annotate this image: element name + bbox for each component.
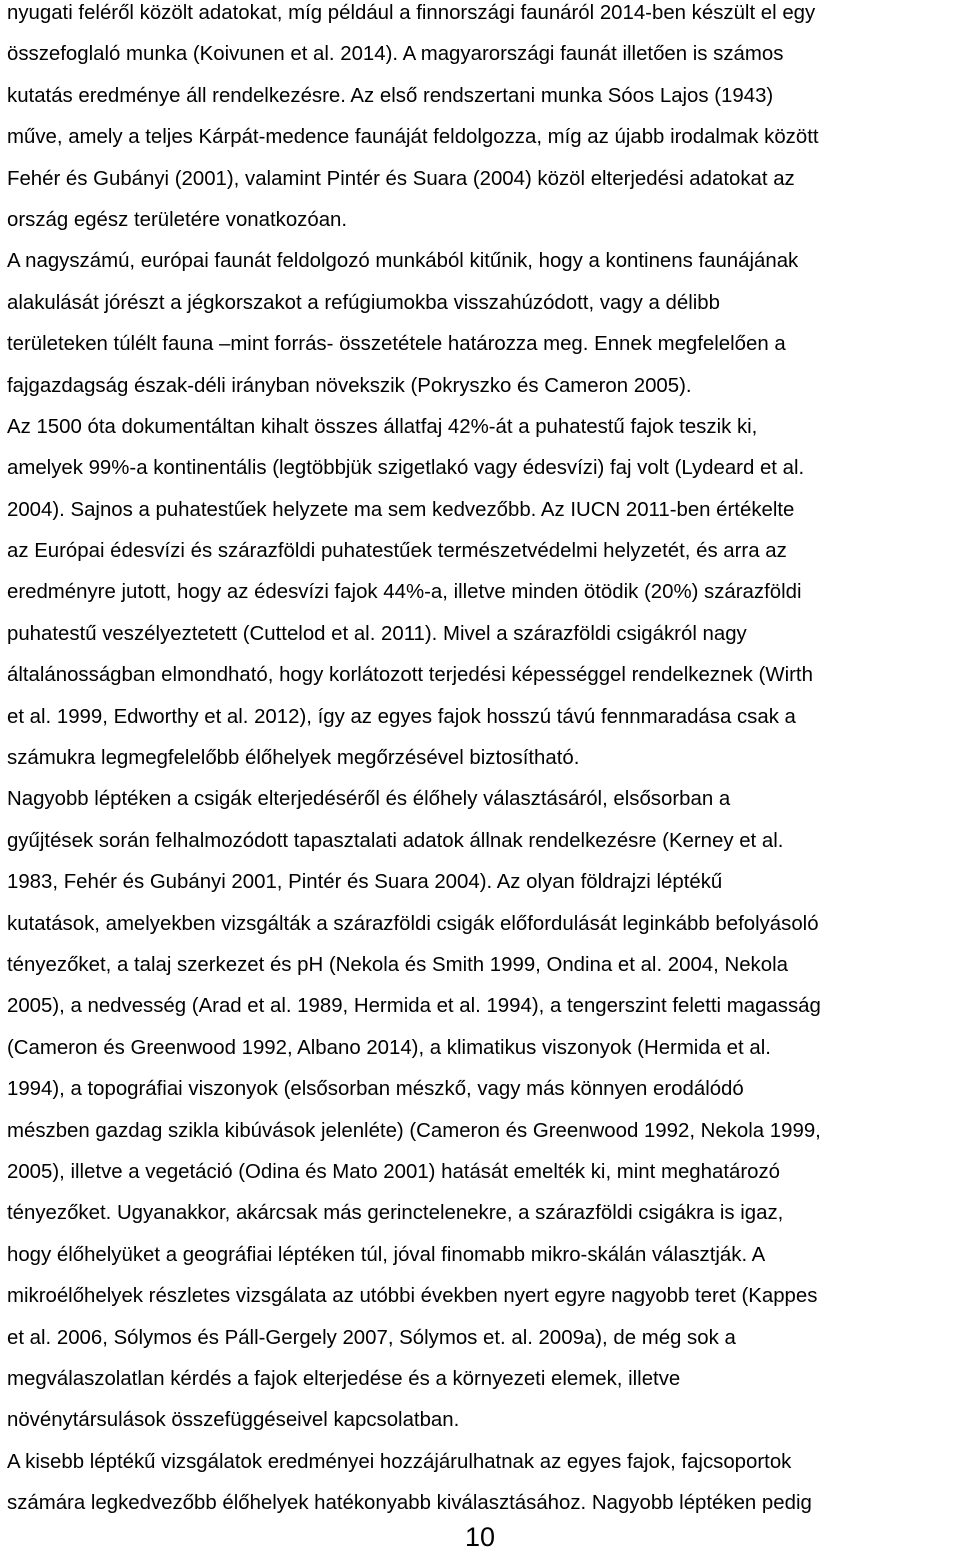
text-line: nyugati feléről közölt adatokat, míg például a finnországi faunáról 2014-ben készült el egy (7, 2, 816, 24)
text-line: hogy élőhelyüket a geográfiai léptéken túl, jóval finomabb mikro-skálán választják. A (7, 1243, 766, 1266)
text-line: (Cameron és Greenwood 1992, Albano 2014), a klimatikus viszonyok (Hermida et al. (7, 1036, 771, 1059)
text-line: területeken túlélt fauna ‒mint forrás- összetétele határozza meg. Ennek megfelelően a (7, 333, 786, 356)
text-line: megválaszolatlan kérdés a fajok elterjedése és a környezeti elemek, illetve (7, 1367, 681, 1390)
text-line: A nagyszámú, európai faunát feldolgozó munkából kitűnik, hogy a kontinens faunájának (7, 250, 799, 273)
text-line: 1983, Fehér és Gubányi 2001, Pintér és Suara 2004). Az olyan földrajzi léptékű (7, 871, 723, 894)
text-line: alakulását jórészt a jégkorszakot a refúgiumokba visszahúzódott, vagy a délibb (7, 291, 720, 314)
text-line: 2005), illetve a vegetáció (Odina és Mato 2001) hatását emelték ki, mint meghatározó (7, 1160, 780, 1183)
text-line: általánosságban elmondható, hogy korlátozott terjedési képességgel rendelkeznek (Wirth (7, 664, 813, 687)
text-line: ország egész területére vonatkozóan. (7, 208, 348, 231)
text-line: et al. 1999, Edworthy et al. 2012), így az egyes fajok hosszú távú fennmaradása csak a (7, 705, 796, 728)
text-line: Az 1500 óta dokumentáltan kihalt összes állatfaj 42%-át a puhatestű fajok teszik ki, (7, 415, 758, 438)
body-text (7, 0, 957, 1524)
text-line: A kisebb léptékű vizsgálatok eredményei hozzájárulhatnak az egyes fajok, fajcsoportok (7, 1450, 792, 1473)
text-line: et al. 2006, Sólymos és Páll-Gergely 2007, Sólymos et. al. 2009a), de még sok a (7, 1326, 736, 1349)
text-line: eredményre jutott, hogy az édesvízi fajok 44%-a, illetve minden ötödik (20%) szárazföldi (7, 581, 802, 604)
text-line: Fehér és Gubányi (2001), valamint Pintér és Suara (2004) közöl elterjedési adatokat az (7, 167, 795, 190)
text-line: fajgazdagság észak-déli irányban növekszik (Pokryszko és Cameron 2005). (7, 374, 692, 397)
text-line: számukra legmegfelelőbb élőhelyek megőrzésével biztosítható. (7, 747, 580, 770)
text-line: 2004). Sajnos a puhatestűek helyzete ma sem kedvezőbb. Az IUCN 2011-ben értékelte (7, 498, 795, 521)
text-line: kutatások, amelyekben vizsgálták a szárazföldi csigák előfordulását leginkább befolyásoló (7, 912, 819, 935)
text-line: növénytársulások összefüggéseivel kapcsolatban. (7, 1409, 460, 1432)
text-line: gyűjtések során felhalmozódott tapasztalati adatok állnak rendelkezésre (Kerney et al. (7, 829, 784, 852)
text-line: amelyek 99%-a kontinentális (legtöbbjük szigetlakó vagy édesvízi) faj volt (Lydeard et al. (7, 457, 805, 480)
text-line: mészben gazdag szikla kibúvások jelenléte) (Cameron és Greenwood 1992, Nekola 1999, (7, 1119, 821, 1142)
text-line: Nagyobb léptéken a csigák elterjedéséről és élőhely választásáról, elsősorban a (7, 788, 731, 811)
text-line: műve, amely a teljes Kárpát-medence faunáját feldolgozza, míg az újabb irodalmak között (7, 126, 819, 149)
page-number: 10 (464, 1522, 496, 1552)
text-line: számára legkedvezőbb élőhelyek hatékonyabb kiválasztásához. Nagyobb léptéken pedig (7, 1492, 812, 1515)
text-line: tényezőket, a talaj szerkezet és pH (Nekola és Smith 1999, Ondina et al. 2004, Nekola (7, 953, 788, 976)
text-line: 1994), a topográfiai viszonyok (elsősorban mészkő, vagy más könnyen erodálódó (7, 1078, 744, 1101)
text-line: puhatestű veszélyeztetett (Cuttelod et al. 2011). Mivel a szárazföldi csigákról nagy (7, 622, 747, 645)
text-line: tényezőket. Ugyanakkor, akárcsak más gerinctelenekre, a szárazföldi csigákra is igaz, (7, 1202, 784, 1225)
text-line: kutatás eredménye áll rendelkezésre. Az első rendszertani munka Sóos Lajos (1943) (7, 84, 774, 107)
text-line: összefoglaló munka (Koivunen et al. 2014). A magyarországi faunát illetően is számos (7, 43, 784, 66)
text-line: 2005), a nedvesség (Arad et al. 1989, Hermida et al. 1994), a tengerszint feletti magasság (7, 995, 821, 1018)
text-line: az Európai édesvízi és szárazföldi puhatestűek természetvédelmi helyzetét, és arra az (7, 540, 787, 563)
text-line: mikroélőhelyek részletes vizsgálata az utóbbi években nyert egyre nagyobb teret (Kappes (7, 1285, 818, 1308)
